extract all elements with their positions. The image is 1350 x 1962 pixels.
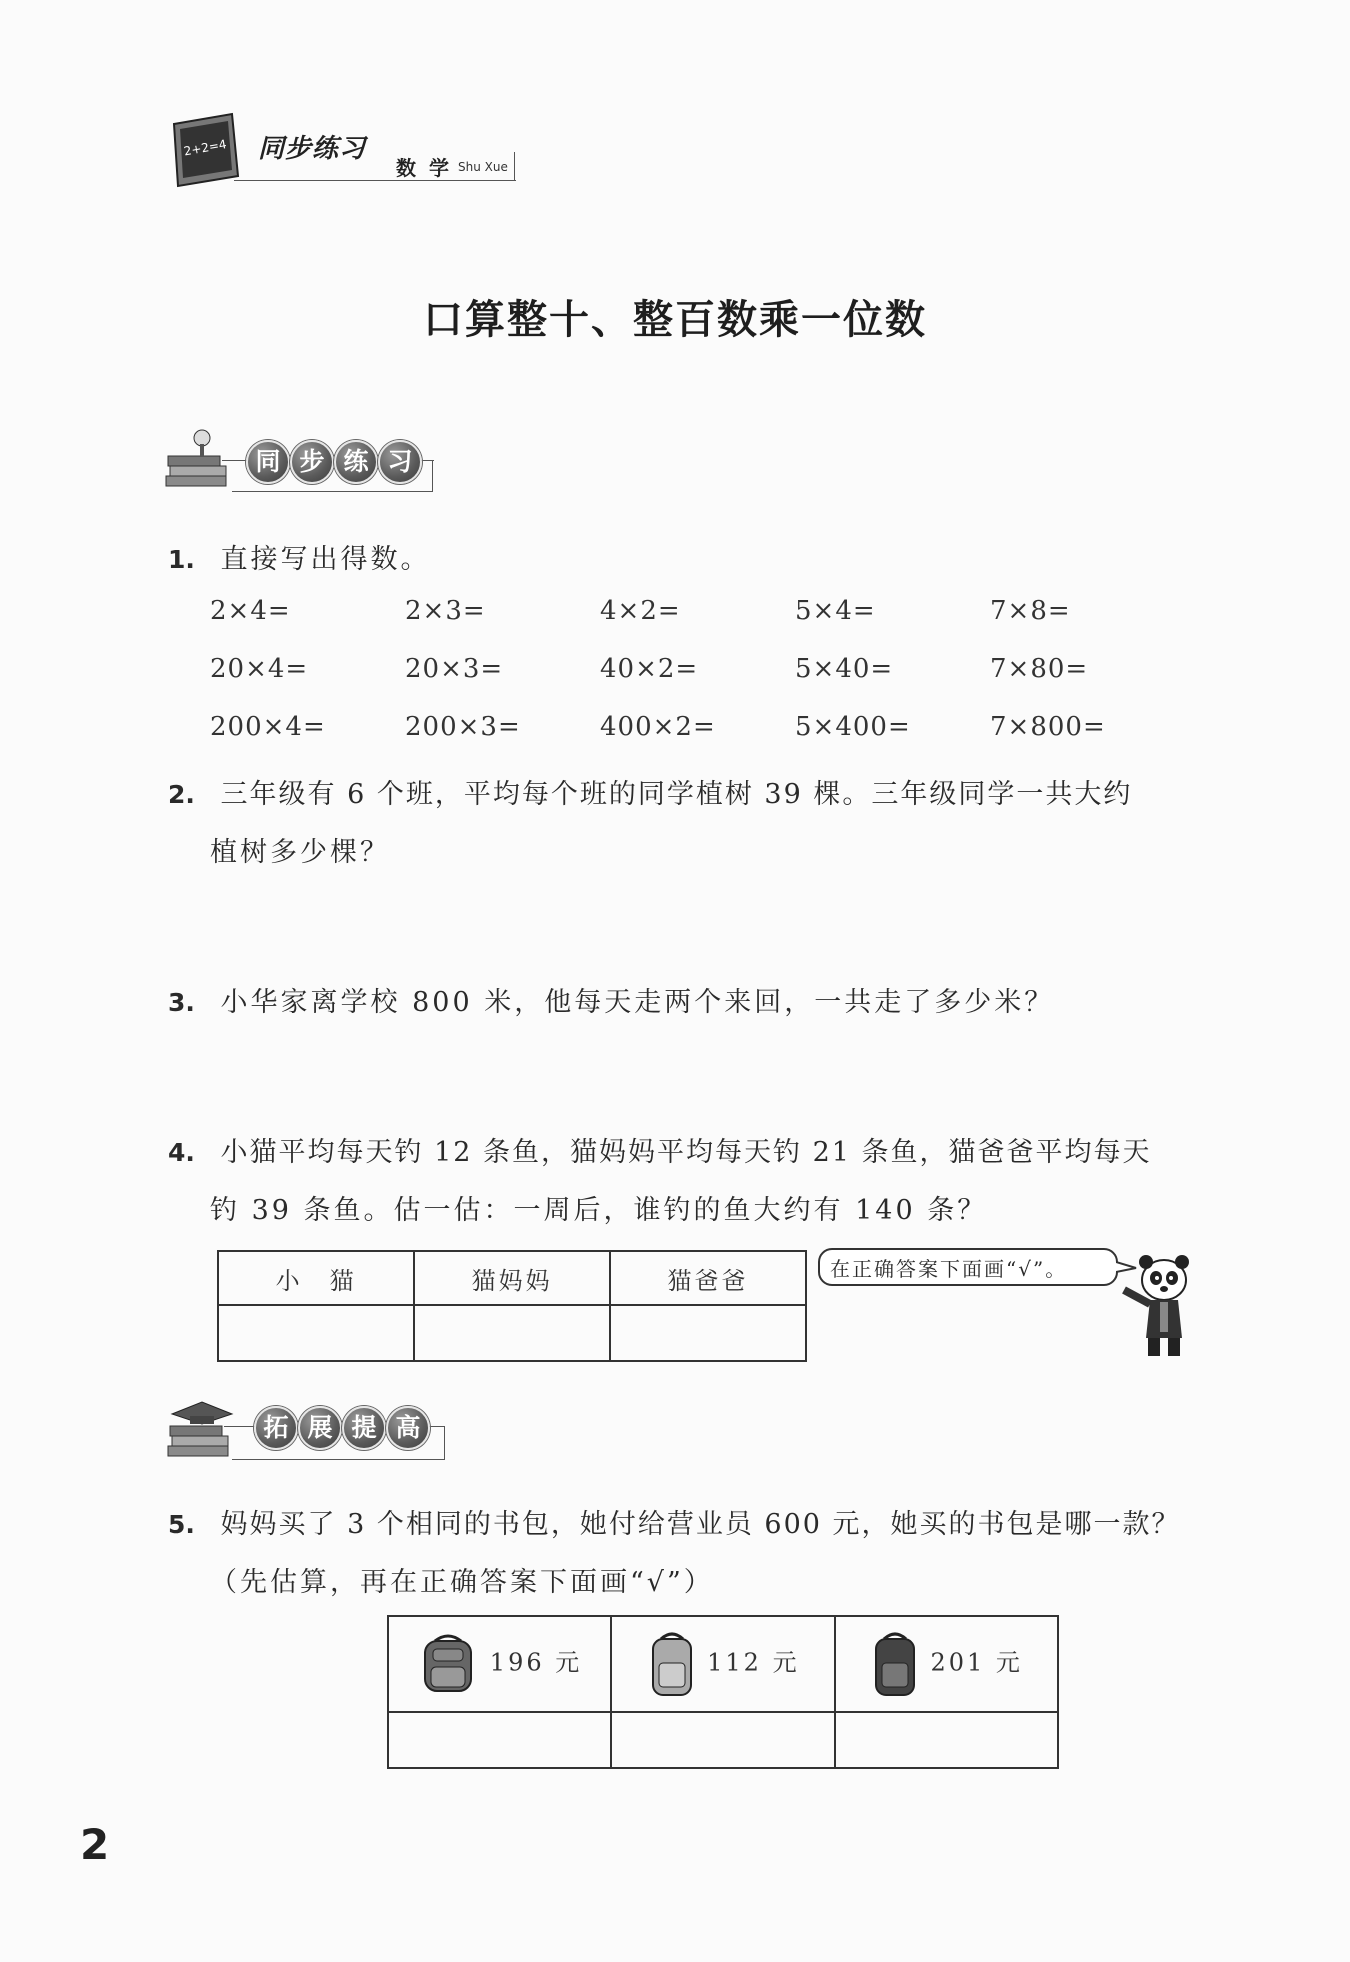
question-text: 直接写出得数。: [220, 544, 431, 575]
badge-char: 练: [334, 440, 378, 484]
books-cap-icon: [162, 1392, 238, 1472]
calc-item: 2×3=: [405, 596, 486, 626]
question-5-line2: （先估算，再在正确答案下面画“√”）: [210, 1567, 714, 1598]
chalkboard-icon: [168, 110, 242, 190]
badge-char: 步: [290, 440, 334, 484]
badge-char: 拓: [254, 1406, 298, 1450]
backpack-icon: [647, 1629, 697, 1699]
question-text: 小猫平均每天钓 12 条鱼，猫妈妈平均每天钓 21 条鱼，猫爸爸平均每天: [220, 1137, 1152, 1168]
price-label: 196 元: [489, 1648, 583, 1677]
calc-item: 7×80=: [990, 654, 1089, 684]
page-title: 口算整十、整百数乘一位数: [423, 296, 927, 343]
table-header: 猫妈妈: [414, 1251, 610, 1305]
series-label: 同步练习: [258, 134, 367, 164]
section-badge-sync-practice: [162, 424, 442, 484]
question-text: 小华家离学校 800 米，他每天走两个来回，一共走了多少米？: [220, 987, 1055, 1018]
panda-icon: [1120, 1250, 1200, 1360]
question-number: 1.: [168, 545, 195, 574]
backpack-icon: [870, 1629, 920, 1699]
backpack-cell-1: [388, 1616, 611, 1712]
board-text: 2+2=4: [182, 137, 228, 159]
question-text: 妈妈买了 3 个相同的书包，她付给营业员 600 元，她买的书包是哪一款？: [220, 1509, 1181, 1540]
question-2: [168, 772, 1132, 811]
header-rule-end: [514, 152, 515, 181]
calc-item: 4×2=: [600, 596, 681, 626]
table-header: 小 猫: [218, 1251, 414, 1305]
table-header: 猫爸爸: [610, 1251, 806, 1305]
price-label: 201 元: [930, 1648, 1023, 1677]
answer-cell[interactable]: [388, 1712, 611, 1768]
calc-item: 200×4=: [210, 712, 326, 742]
question-3: [168, 980, 1054, 1019]
page-number: 2: [80, 1820, 110, 1869]
badge-char: 提: [342, 1406, 386, 1450]
calc-item: 400×2=: [600, 712, 716, 742]
backpack-cell-3: [835, 1616, 1058, 1712]
question-number: 5.: [168, 1510, 195, 1539]
question-text: 三年级有 6 个班，平均每个班的同学植树 39 棵。三年级同学一共大约: [220, 779, 1133, 810]
answer-cell[interactable]: [835, 1712, 1058, 1768]
subject-pinyin: Shu Xue: [458, 160, 508, 174]
badge-char: 高: [386, 1406, 430, 1450]
calc-item: 7×8=: [990, 596, 1071, 626]
fish-table: [217, 1250, 807, 1362]
subject-label: 数 学: [396, 156, 452, 180]
badge-char: 习: [378, 440, 422, 484]
badge-char: 同: [246, 440, 290, 484]
calc-item: 20×3=: [405, 654, 504, 684]
calc-item: 20×4=: [210, 654, 309, 684]
calc-item: 40×2=: [600, 654, 699, 684]
backpack-table: [387, 1615, 1059, 1769]
calc-item: 5×40=: [795, 654, 894, 684]
badge-char: 展: [298, 1406, 342, 1450]
answer-cell[interactable]: [414, 1305, 610, 1361]
question-2-line2: 植树多少棵？: [210, 837, 390, 868]
question-number: 4.: [168, 1138, 195, 1167]
answer-cell[interactable]: [218, 1305, 414, 1361]
price-label: 112 元: [707, 1648, 800, 1677]
calc-item: 200×3=: [405, 712, 521, 742]
question-5: [168, 1502, 1181, 1541]
header-rule: [234, 180, 516, 181]
calc-item: 5×400=: [795, 712, 911, 742]
backpack-icon: [417, 1631, 479, 1697]
question-4-line2: 钓 39 条鱼。估一估：一周后，谁钓的鱼大约有 140 条？: [210, 1195, 988, 1226]
calc-item: 5×4=: [795, 596, 876, 626]
calc-item: 2×4=: [210, 596, 291, 626]
backpack-cell-2: [611, 1616, 834, 1712]
answer-cell[interactable]: [611, 1712, 834, 1768]
calc-item: 7×800=: [990, 712, 1106, 742]
answer-cell[interactable]: [610, 1305, 806, 1361]
question-4: [168, 1130, 1152, 1169]
section-badge-extension: [162, 1392, 452, 1452]
question-1: [168, 537, 431, 576]
question-number: 3.: [168, 988, 195, 1017]
question-number: 2.: [168, 780, 195, 809]
books-lamp-icon: [162, 424, 234, 504]
speech-bubble: 在正确答案下面画“√”。: [818, 1248, 1118, 1286]
